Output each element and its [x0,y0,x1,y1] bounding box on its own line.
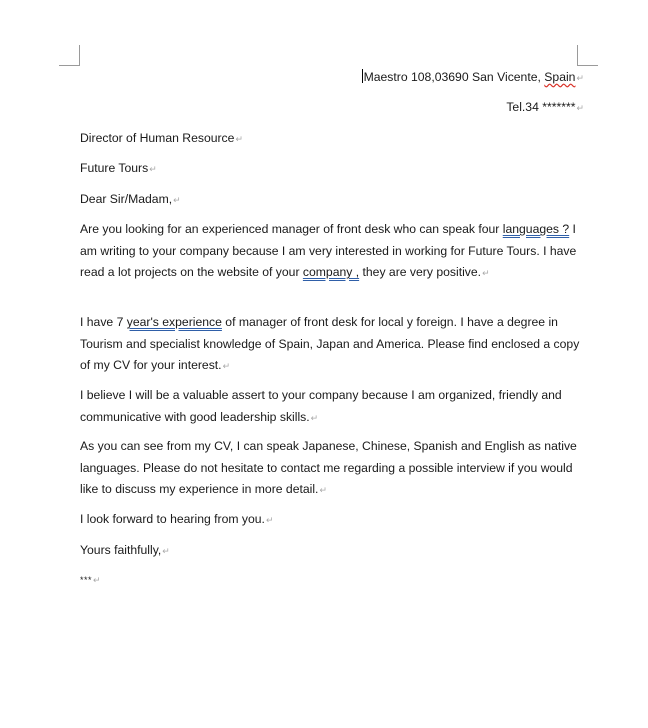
address-line[interactable] [362,67,584,89]
phone-line[interactable] [506,97,584,119]
phone-number: Tel.34 ******* [506,100,576,114]
crop-mark-top-left [59,45,80,66]
para2-text-c: of manager of front desk for local y foreign. I have a degree in Tourism and specialist knowledge of Spain, Japan and America. Please find enclosed a copy of my CV for your interest. [80,315,580,372]
paragraph-mark-icon: ↵ [482,268,490,278]
para2-text-a: I have 7 [80,315,127,329]
address-country: Spain [544,70,576,84]
grammar-flag-company[interactable]: company , [302,265,360,279]
salutation: Dear Sir/Madam, [80,192,173,206]
paragraph-mark-icon: ↵ [265,515,274,525]
paragraph-mark-icon: ↵ [93,575,101,585]
paragraph-mark-icon: ↵ [310,412,319,423]
signature: *** [80,575,93,585]
closing-line-1[interactable] [80,509,273,531]
closing-line-2[interactable] [80,540,170,562]
paragraph-mark-icon: ↵ [576,73,584,83]
grammar-flag-languages[interactable]: languages ? [502,222,570,236]
recipient: Director of Human Resource [80,131,235,145]
grammar-flag-experience[interactable]: year's experience [126,315,222,329]
signature-line[interactable] [80,570,101,591]
paragraph-3[interactable] [80,385,580,429]
para1-text-a: Are you looking for an experienced manager of front desk who can speak four [80,222,503,236]
paragraph-mark-icon: ↵ [576,103,584,113]
paragraph-1[interactable] [80,219,580,285]
company-line[interactable] [80,158,157,180]
salutation-line[interactable] [80,189,181,211]
paragraph-mark-icon: ↵ [319,485,327,495]
para4-text: As you can see from my CV, I can speak Japanese, Chinese, Spanish and English as native languages. Please do not hesitate to contact me regarding a possible interview if you would like to discuss my experience in more detail. [80,439,577,496]
paragraph-mark-icon: ↵ [162,546,170,556]
closing-text-2: Yours faithfully, [80,543,162,557]
paragraph-mark-icon: ↵ [149,164,157,174]
paragraph-2[interactable] [80,312,580,378]
para1-text-e: they are very positive. [359,265,482,279]
para1-text-c: I am writing to your company because I am very interested in working for Future Tours. I have read a lot projects on the website of your [80,222,577,279]
closing-text-1: I look forward to hearing from you. [80,512,265,526]
text-cursor [362,69,363,83]
recipient-line[interactable] [80,128,243,150]
address-street: Maestro 108,03690 San Vicente, [363,70,545,84]
crop-mark-top-right [577,45,598,66]
paragraph-mark-icon: ↵ [222,361,231,371]
paragraph-4[interactable] [80,436,580,502]
paragraph-mark-icon: ↵ [235,134,243,144]
paragraph-mark-icon: ↵ [173,195,181,205]
company-name: Future Tours [80,161,149,175]
para3-text: I believe I will be a valuable assert to your company because I am organized, friendly and communicative with good leadership skills. [80,388,562,424]
